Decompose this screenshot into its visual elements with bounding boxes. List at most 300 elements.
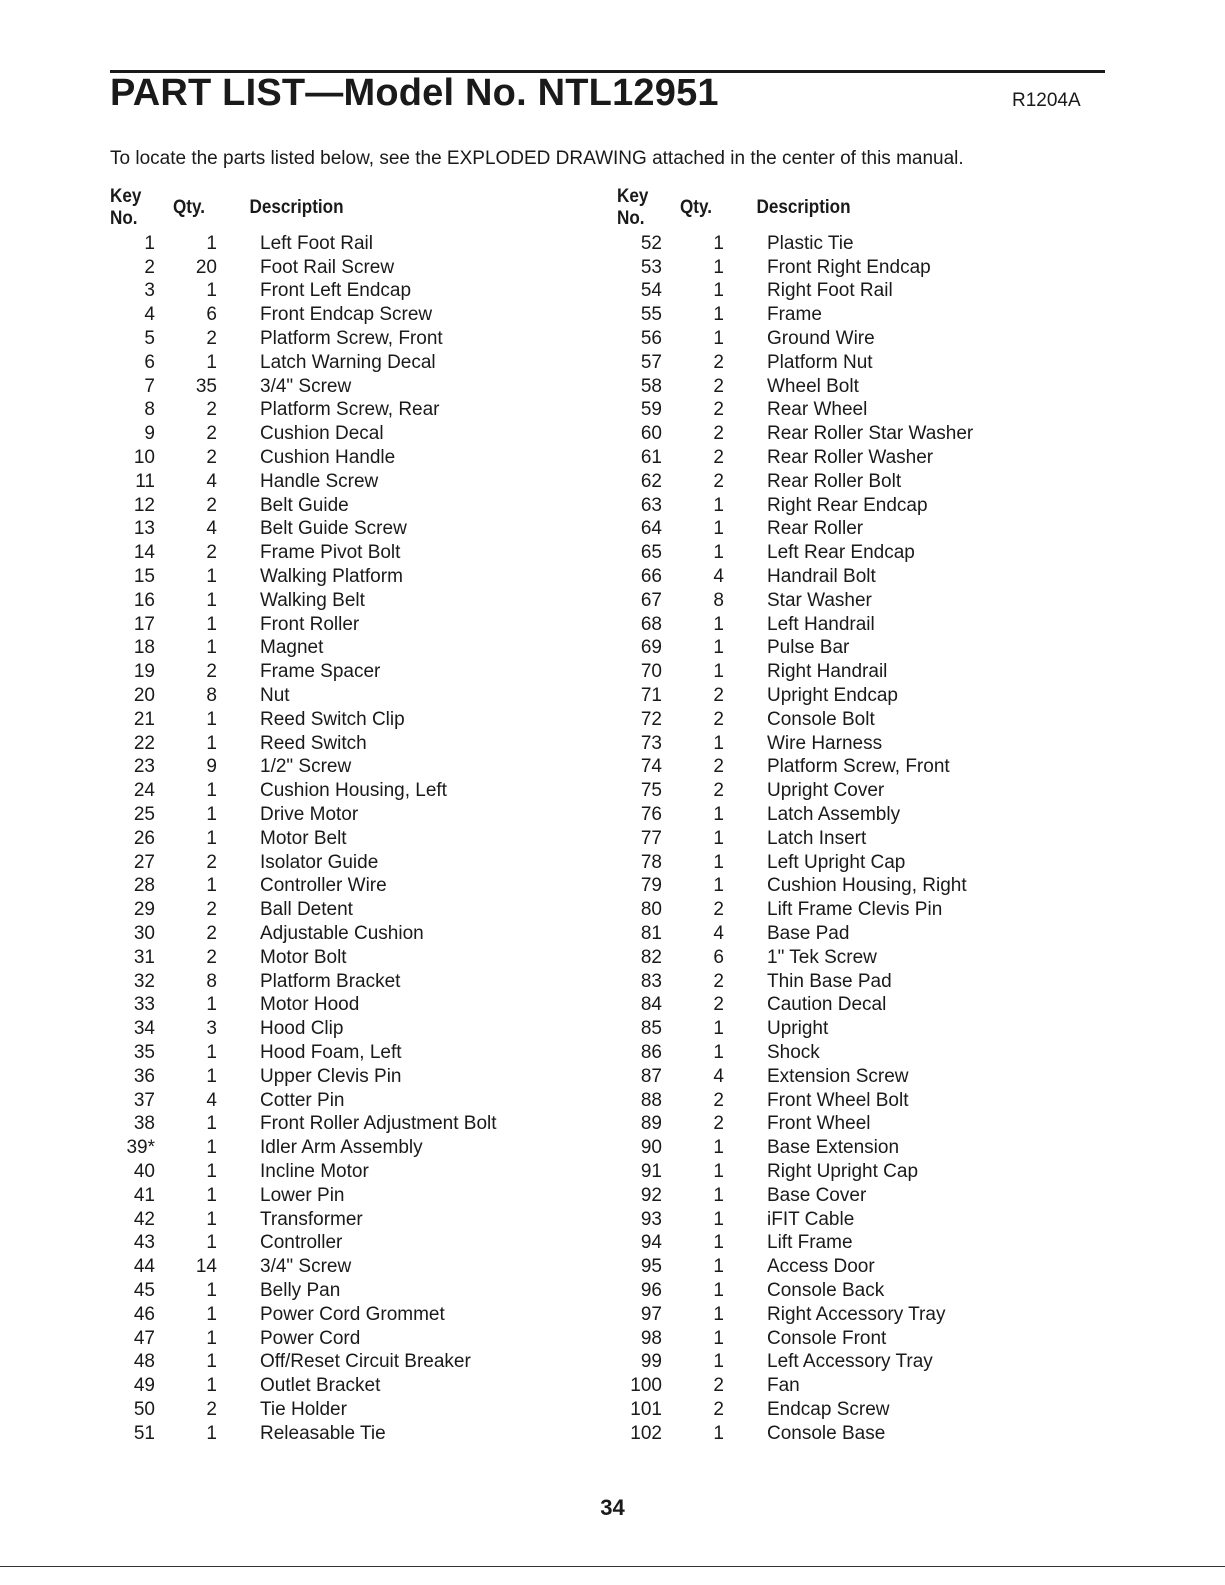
part-qty: 1: [713, 1232, 724, 1254]
part-key-no: 70: [640, 661, 662, 683]
part-description: Rear Wheel: [767, 399, 868, 421]
part-qty: 9: [206, 756, 217, 778]
part-description: Handle Screw: [260, 470, 379, 492]
part-row: [110, 1422, 590, 1446]
part-description: Front Wheel: [767, 1113, 871, 1135]
part-qty: 2: [713, 351, 724, 373]
part-row: [617, 732, 1097, 756]
part-key-no: 85: [640, 1018, 662, 1040]
part-description: Console Base: [767, 1422, 886, 1444]
part-description: Fan: [767, 1375, 800, 1397]
part-key-no: 33: [133, 994, 155, 1016]
part-row: [110, 494, 590, 518]
part-description: Belt Guide Screw: [260, 518, 407, 540]
header-key-no: Key No.: [110, 186, 142, 229]
part-row: [110, 803, 590, 827]
part-description: Lift Frame Clevis Pin: [767, 899, 943, 921]
part-key-no: 12: [133, 494, 155, 516]
part-row: [110, 898, 590, 922]
part-qty: 1: [713, 1327, 724, 1349]
part-description: Base Cover: [767, 1184, 867, 1206]
part-description: Front Wheel Bolt: [767, 1089, 909, 1111]
part-description: Front Endcap Screw: [260, 304, 433, 326]
part-description: Walking Belt: [260, 589, 365, 611]
part-row: [617, 1231, 1097, 1255]
part-qty: 8: [206, 970, 217, 992]
part-key-no: 9: [144, 423, 155, 445]
part-key-no: 6: [144, 351, 155, 373]
part-qty: 1: [713, 875, 724, 897]
part-key-no: 59: [640, 399, 662, 421]
part-row: [110, 1136, 590, 1160]
part-key-no: 20: [133, 685, 155, 707]
part-qty: 2: [713, 470, 724, 492]
part-description: Foot Rail Screw: [260, 256, 395, 278]
part-row: [617, 898, 1097, 922]
part-key-no: 41: [133, 1184, 155, 1206]
part-qty: 1: [206, 566, 217, 588]
part-description: Endcap Screw: [767, 1398, 890, 1420]
part-key-no: 22: [133, 732, 155, 754]
part-description: Pulse Bar: [767, 637, 850, 659]
part-qty: 1: [206, 1422, 217, 1444]
part-qty: 2: [206, 423, 217, 445]
part-row: [110, 1112, 590, 1136]
part-key-no: 61: [640, 447, 662, 469]
part-row: [617, 375, 1097, 399]
part-key-no: 97: [640, 1303, 662, 1325]
part-key-no: 7: [144, 375, 155, 397]
header-qty: Qty.: [680, 197, 712, 218]
part-description: Platform Nut: [767, 351, 873, 373]
part-description: Handrail Bolt: [767, 566, 876, 588]
part-row: [617, 1303, 1097, 1327]
part-row: [617, 803, 1097, 827]
part-qty: 4: [713, 923, 724, 944]
part-key-no: 36: [133, 1065, 155, 1087]
part-key-no: 39*: [126, 1137, 155, 1159]
part-row: [110, 1374, 590, 1398]
part-qty: 2: [713, 970, 724, 992]
part-qty: 1: [713, 1256, 724, 1278]
part-key-no: 52: [640, 232, 662, 254]
part-key-no: 94: [640, 1232, 662, 1254]
header-description: Description: [249, 197, 344, 218]
part-key-no: 64: [640, 518, 662, 540]
part-qty: 1: [713, 328, 724, 350]
part-qty: 1: [713, 542, 724, 564]
part-qty: 20: [195, 256, 217, 278]
part-key-no: 25: [133, 804, 155, 826]
parts-column-left: [110, 186, 590, 1446]
part-key-no: 38: [133, 1113, 155, 1135]
intro-text: To locate the parts listed below, see the EXPLODED DRAWING attached in the center of this manual.: [110, 148, 964, 169]
part-description: Reed Switch: [260, 732, 367, 754]
part-qty: 1: [713, 637, 724, 659]
part-key-no: 11: [135, 470, 155, 492]
part-key-no: 28: [133, 875, 155, 897]
part-row: [110, 684, 590, 708]
part-row: [617, 1184, 1097, 1208]
part-description: Latch Insert: [767, 827, 867, 849]
part-description: Wire Harness: [767, 732, 883, 754]
part-row: [617, 1327, 1097, 1351]
part-key-no: 73: [640, 732, 662, 754]
page-title: PART LIST—Model No. NTL12951: [110, 72, 719, 114]
part-description: Walking Platform: [260, 566, 403, 588]
part-qty: 1: [206, 875, 217, 897]
part-description: Power Cord: [260, 1327, 361, 1349]
part-description: Base Pad: [767, 923, 850, 944]
part-description: Left Handrail: [767, 613, 875, 635]
part-qty: 1: [206, 780, 217, 802]
part-qty: 1: [713, 232, 724, 254]
part-qty: 2: [206, 494, 217, 516]
part-qty: 4: [206, 518, 217, 540]
part-description: Ground Wire: [767, 328, 875, 350]
part-key-no: 98: [640, 1327, 662, 1349]
part-description: Latch Assembly: [767, 804, 901, 826]
part-qty: 2: [713, 708, 724, 730]
part-key-no: 43: [133, 1232, 155, 1254]
part-row: [617, 351, 1097, 375]
part-row: [617, 946, 1097, 970]
part-key-no: 23: [133, 756, 155, 778]
part-row: [617, 851, 1097, 875]
part-row: [110, 1279, 590, 1303]
part-qty: 1: [713, 256, 724, 278]
part-qty: 2: [713, 447, 724, 469]
part-row: [110, 1089, 590, 1113]
part-row: [617, 970, 1097, 994]
part-row: [617, 922, 1097, 946]
part-row: [617, 1089, 1097, 1113]
part-description: Console Front: [767, 1327, 887, 1349]
part-description: Platform Screw, Front: [260, 328, 443, 350]
part-row: [110, 565, 590, 589]
part-row: [110, 660, 590, 684]
part-row: [617, 1017, 1097, 1041]
part-row: [110, 1231, 590, 1255]
part-qty: 4: [713, 1065, 724, 1087]
part-key-no: 82: [640, 946, 662, 968]
part-row: [110, 1160, 590, 1184]
part-description: 1" Tek Screw: [767, 946, 877, 968]
part-description: Cushion Decal: [260, 423, 384, 445]
part-description: Drive Motor: [260, 804, 359, 826]
part-row: [110, 732, 590, 756]
part-description: Upright Cover: [767, 780, 885, 802]
part-row: [110, 994, 590, 1018]
part-row: [110, 613, 590, 637]
part-description: Right Handrail: [767, 661, 888, 683]
part-qty: 1: [206, 351, 217, 373]
part-row: [110, 399, 590, 423]
part-qty: 1: [713, 732, 724, 754]
part-description: Console Bolt: [767, 708, 875, 730]
part-row: [110, 470, 590, 494]
part-description: Upright Endcap: [767, 685, 898, 707]
part-qty: 1: [713, 304, 724, 326]
part-description: Front Left Endcap: [260, 280, 412, 302]
part-key-no: 54: [640, 280, 662, 302]
part-key-no: 19: [133, 661, 155, 683]
part-description: Reed Switch Clip: [260, 708, 405, 730]
part-description: Ball Detent: [260, 899, 353, 921]
part-qty: 1: [206, 1208, 217, 1230]
part-description: Controller Wire: [260, 875, 387, 897]
part-description: Right Rear Endcap: [767, 494, 928, 516]
part-key-no: 55: [640, 304, 662, 326]
part-row: [617, 660, 1097, 684]
part-description: Idler Arm Assembly: [260, 1137, 423, 1159]
part-description: Latch Warning Decal: [260, 351, 436, 373]
part-description: Magnet: [260, 637, 324, 659]
part-qty: 14: [195, 1256, 217, 1278]
part-key-no: 14: [133, 542, 155, 564]
part-qty: 1: [206, 1113, 217, 1135]
part-key-no: 69: [640, 637, 662, 659]
part-row: [617, 1374, 1097, 1398]
part-key-no: 56: [640, 328, 662, 350]
part-description: Cotter Pin: [260, 1089, 345, 1111]
part-row: [617, 1041, 1097, 1065]
part-description: Cushion Housing, Left: [260, 780, 447, 802]
part-row: [110, 1017, 590, 1041]
part-key-no: 42: [133, 1208, 155, 1230]
part-qty: 6: [206, 304, 217, 326]
column-header: [617, 186, 1049, 229]
part-qty: 1: [713, 661, 724, 683]
part-qty: 4: [206, 470, 217, 492]
part-description: Star Washer: [767, 589, 872, 611]
part-key-no: 2: [144, 256, 155, 278]
part-description: Caution Decal: [767, 994, 887, 1016]
part-description: 1/2" Screw: [260, 756, 352, 778]
part-key-no: 15: [133, 566, 155, 588]
part-description: Rear Roller: [767, 518, 864, 540]
part-description: Incline Motor: [260, 1160, 369, 1182]
part-row: [110, 1065, 590, 1089]
part-qty: 1: [713, 1018, 724, 1040]
part-row: [110, 327, 590, 351]
part-qty: 1: [206, 732, 217, 754]
part-key-no: 78: [640, 851, 662, 873]
part-description: Belt Guide: [260, 494, 349, 516]
part-description: Cushion Handle: [260, 447, 396, 469]
part-key-no: 99: [640, 1351, 662, 1373]
part-qty: 1: [713, 1279, 724, 1301]
part-qty: 1: [713, 827, 724, 849]
part-qty: 1: [713, 851, 724, 873]
part-key-no: 101: [630, 1398, 662, 1420]
part-qty: 1: [206, 708, 217, 730]
part-qty: 1: [206, 994, 217, 1016]
part-key-no: 37: [133, 1089, 155, 1111]
part-qty: 1: [713, 804, 724, 826]
part-description: Rear Roller Bolt: [767, 470, 902, 492]
part-qty: 1: [206, 1184, 217, 1206]
part-qty: 1: [206, 232, 217, 254]
part-description: Thin Base Pad: [767, 970, 892, 992]
part-qty: 2: [713, 1089, 724, 1111]
part-qty: 1: [713, 1184, 724, 1206]
part-description: Left Accessory Tray: [767, 1351, 933, 1373]
part-key-no: 92: [640, 1184, 662, 1206]
part-row: [617, 1208, 1097, 1232]
part-key-no: 21: [133, 708, 155, 730]
part-qty: 2: [713, 423, 724, 445]
part-row: [617, 827, 1097, 851]
part-description: Isolator Guide: [260, 851, 379, 873]
page-number: 34: [600, 1495, 625, 1520]
part-description: Nut: [260, 685, 290, 707]
part-description: Tie Holder: [260, 1398, 347, 1420]
part-row: [617, 1398, 1097, 1422]
part-row: [617, 1350, 1097, 1374]
part-row: [617, 303, 1097, 327]
part-row: [110, 1184, 590, 1208]
part-qty: 2: [206, 1398, 217, 1420]
part-key-no: 1: [144, 232, 155, 254]
part-key-no: 88: [640, 1089, 662, 1111]
part-description: Motor Hood: [260, 994, 360, 1016]
part-description: Rear Roller Star Washer: [767, 423, 974, 445]
part-qty: 1: [713, 280, 724, 302]
part-description: Left Foot Rail: [260, 232, 373, 254]
part-qty: 2: [713, 1398, 724, 1420]
part-row: [110, 232, 590, 256]
part-row: [110, 541, 590, 565]
part-qty: 2: [713, 1113, 724, 1135]
part-key-no: 50: [133, 1398, 155, 1420]
part-qty: 1: [206, 804, 217, 826]
part-qty: 1: [206, 1327, 217, 1349]
part-row: [617, 1279, 1097, 1303]
part-qty: 2: [713, 899, 724, 921]
part-row: [617, 637, 1097, 661]
part-description: Frame Spacer: [260, 661, 381, 683]
part-qty: 2: [713, 780, 724, 802]
part-description: Motor Belt: [260, 827, 347, 849]
part-qty: 4: [713, 566, 724, 588]
part-qty: 1: [713, 1351, 724, 1373]
part-key-no: 58: [640, 375, 662, 397]
part-description: Upright: [767, 1018, 829, 1040]
part-description: Rear Roller Washer: [767, 447, 934, 469]
part-qty: 2: [713, 756, 724, 778]
part-description: Plastic Tie: [767, 232, 854, 254]
part-qty: 1: [713, 1422, 724, 1444]
part-description: Upper Clevis Pin: [260, 1065, 402, 1087]
part-description: Platform Bracket: [260, 970, 401, 992]
part-description: Wheel Bolt: [767, 375, 859, 397]
part-description: Right Foot Rail: [767, 280, 893, 302]
part-qty: 1: [206, 1351, 217, 1373]
part-description: Adjustable Cushion: [260, 923, 424, 944]
part-row: [617, 232, 1097, 256]
part-key-no: 87: [640, 1065, 662, 1087]
part-key-no: 66: [640, 566, 662, 588]
part-qty: 2: [206, 923, 217, 944]
part-row: [110, 779, 590, 803]
part-row: [617, 470, 1097, 494]
part-key-no: 57: [640, 351, 662, 373]
part-key-no: 75: [640, 780, 662, 802]
part-key-no: 84: [640, 994, 662, 1016]
part-qty: 2: [713, 399, 724, 421]
part-row: [110, 1350, 590, 1374]
bottom-rule: [0, 1566, 1225, 1567]
part-description: Frame: [767, 304, 822, 326]
part-description: Off/Reset Circuit Breaker: [260, 1351, 471, 1373]
part-qty: 1: [713, 1160, 724, 1182]
part-qty: 4: [206, 1089, 217, 1111]
part-qty: 1: [713, 1137, 724, 1159]
part-qty: 1: [206, 1279, 217, 1301]
part-key-no: 8: [144, 399, 155, 421]
part-description: Console Back: [767, 1279, 885, 1301]
part-qty: 2: [206, 946, 217, 968]
part-row: [110, 827, 590, 851]
part-key-no: 51: [133, 1422, 155, 1444]
part-key-no: 71: [640, 685, 662, 707]
part-key-no: 16: [133, 589, 155, 611]
part-qty: 2: [206, 899, 217, 921]
part-row: [617, 1422, 1097, 1446]
part-qty: 1: [206, 827, 217, 849]
part-qty: 8: [713, 589, 724, 611]
part-row: [110, 422, 590, 446]
part-key-no: 31: [133, 946, 155, 968]
part-description: Lift Frame: [767, 1232, 853, 1254]
part-row: [110, 922, 590, 946]
part-row: [110, 280, 590, 304]
part-description: Front Roller Adjustment Bolt: [260, 1113, 497, 1135]
part-description: iFIT Cable: [767, 1208, 855, 1230]
part-key-no: 102: [630, 1422, 662, 1444]
part-key-no: 26: [133, 827, 155, 849]
part-key-no: 67: [640, 589, 662, 611]
parts-list-right: [617, 232, 1097, 1446]
part-qty: 35: [195, 375, 217, 397]
part-qty: 2: [206, 661, 217, 683]
part-description: Releasable Tie: [260, 1422, 386, 1444]
part-row: [110, 256, 590, 280]
part-description: Right Accessory Tray: [767, 1303, 946, 1325]
part-description: Extension Screw: [767, 1065, 909, 1087]
part-qty: 8: [206, 685, 217, 707]
part-description: Lower Pin: [260, 1184, 345, 1206]
part-description: Left Upright Cap: [767, 851, 906, 873]
part-row: [110, 756, 590, 780]
part-qty: 1: [713, 1041, 724, 1063]
part-key-no: 96: [640, 1279, 662, 1301]
part-qty: 2: [713, 685, 724, 707]
part-key-no: 18: [133, 637, 155, 659]
part-key-no: 89: [640, 1113, 662, 1135]
part-row: [110, 351, 590, 375]
part-row: [617, 565, 1097, 589]
part-description: Hood Clip: [260, 1018, 344, 1040]
part-row: [617, 518, 1097, 542]
part-description: Front Roller: [260, 613, 360, 635]
part-key-no: 53: [640, 256, 662, 278]
part-key-no: 49: [133, 1375, 155, 1397]
part-row: [617, 1136, 1097, 1160]
part-qty: 2: [206, 399, 217, 421]
part-row: [617, 994, 1097, 1018]
